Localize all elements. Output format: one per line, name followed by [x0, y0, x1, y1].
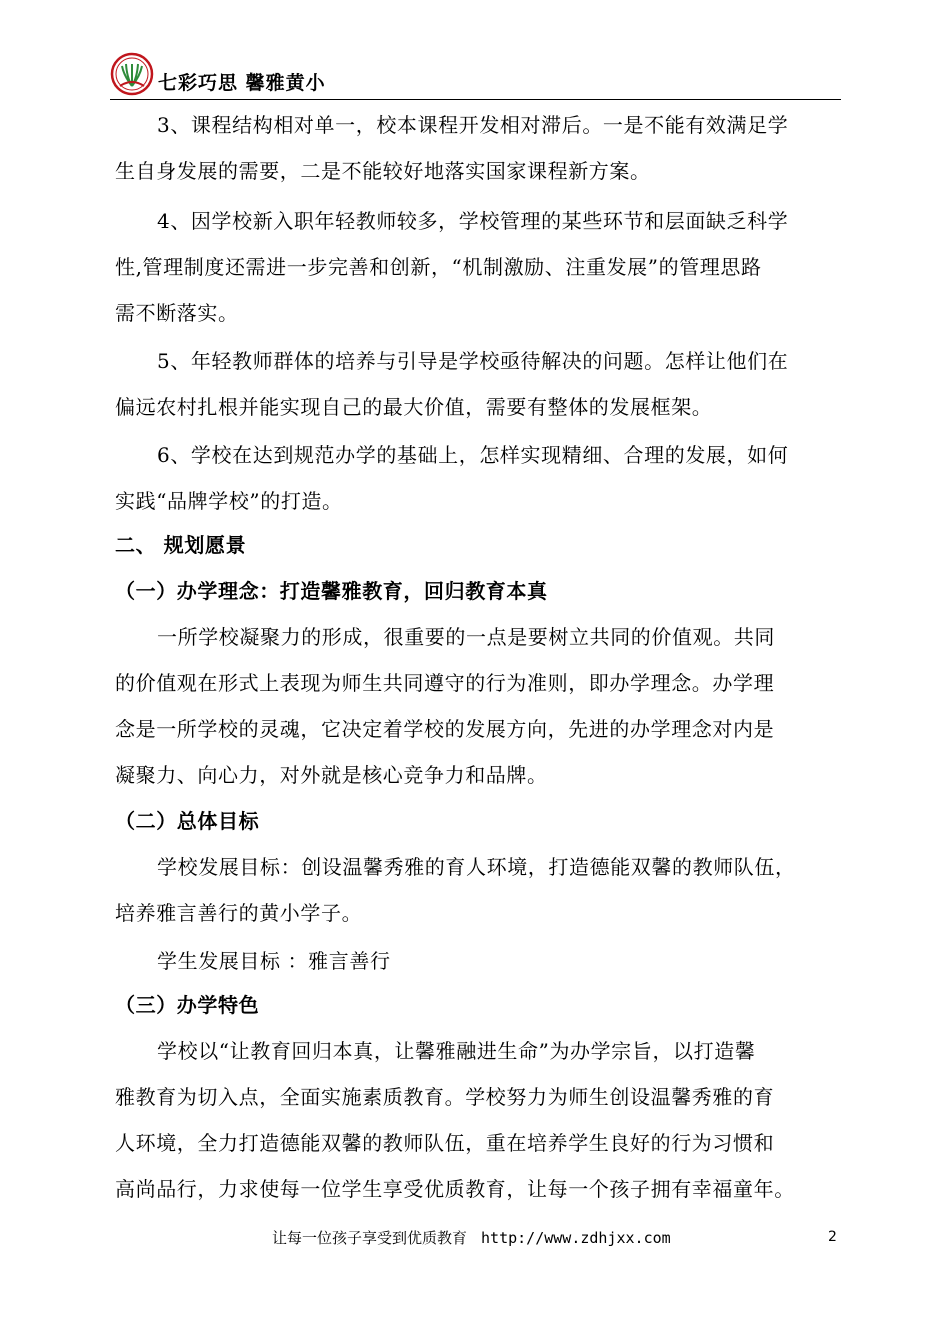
page-header: [110, 52, 840, 102]
paragraph-line: 学校以“让教育回归本真，让馨雅融进生命”为办学宗旨，以打造馨: [157, 1039, 756, 1063]
school-logo-icon: [110, 52, 154, 96]
school-motto: 七彩巧思 馨雅黄小: [158, 72, 326, 94]
paragraph-line: 实践“品牌学校”的打造。: [115, 489, 343, 513]
paragraph-line: 高尚品行，力求使每一位学生享受优质教育，让每一个孩子拥有幸福童年。: [115, 1177, 795, 1201]
paragraph-line: 需不断落实。: [115, 301, 239, 325]
footer-url[interactable]: http://www.zdhjxx.com: [481, 1229, 671, 1247]
paragraph-line: 人环境，全力打造德能双馨的教师队伍，重在培养学生良好的行为习惯和: [115, 1131, 775, 1155]
section-heading: （二）总体目标: [115, 809, 260, 833]
paragraph-line: 6、学校在达到规范办学的基础上，怎样实现精细、合理的发展，如何: [157, 443, 789, 467]
paragraph-line: 4、因学校新入职年轻教师较多，学校管理的某些环节和层面缺乏科学: [157, 209, 789, 233]
paragraph-line: 学校发展目标：创设温馨秀雅的育人环境，打造德能双馨的教师队伍，: [157, 855, 796, 879]
paragraph-line: 5、年轻教师群体的培养与引导是学校亟待解决的问题。怎样让他们在: [157, 349, 789, 373]
paragraph-line: 生自身发展的需要，二是不能较好地落实国家课程新方案。: [115, 159, 651, 183]
section-heading: （一）办学理念：打造馨雅教育，回归教育本真: [115, 579, 548, 603]
paragraph-line: 偏远农村扎根并能实现自己的最大价值，需要有整体的发展框架。: [115, 395, 713, 419]
paragraph-line: 雅教育为切入点，全面实施素质教育。学校努力为师生创设温馨秀雅的育: [115, 1085, 775, 1109]
header-rule: [110, 99, 841, 100]
footer-slogan: 让每一位孩子享受到优质教育: [272, 1229, 468, 1247]
paragraph-line: 的价值观在形式上表现为师生共同遵守的行为准则，即办学理念。办学理: [115, 671, 775, 695]
paragraph-line: 凝聚力、向心力，对外就是核心竞争力和品牌。: [115, 763, 548, 787]
footer: [272, 1227, 671, 1248]
section-heading: （三）办学特色: [115, 993, 260, 1017]
paragraph-line: 3、课程结构相对单一，校本课程开发相对滞后。一是不能有效满足学: [157, 113, 789, 137]
section-heading: 二、 规划愿景: [115, 533, 247, 557]
paragraph-line: 性,管理制度还需进一步完善和创新，“机制激励、注重发展”的管理思路: [115, 255, 762, 279]
paragraph-line: 学生发展目标 ：雅言善行: [157, 949, 391, 973]
paragraph-line: 一所学校凝聚力的形成，很重要的一点是要树立共同的价值观。共同: [157, 625, 775, 649]
paragraph-line: 念是一所学校的灵魂，它决定着学校的发展方向，先进的办学理念对内是: [115, 717, 775, 741]
page-number: 2: [828, 1229, 837, 1245]
paragraph-line: 培养雅言善行的黄小学子。: [115, 901, 363, 925]
